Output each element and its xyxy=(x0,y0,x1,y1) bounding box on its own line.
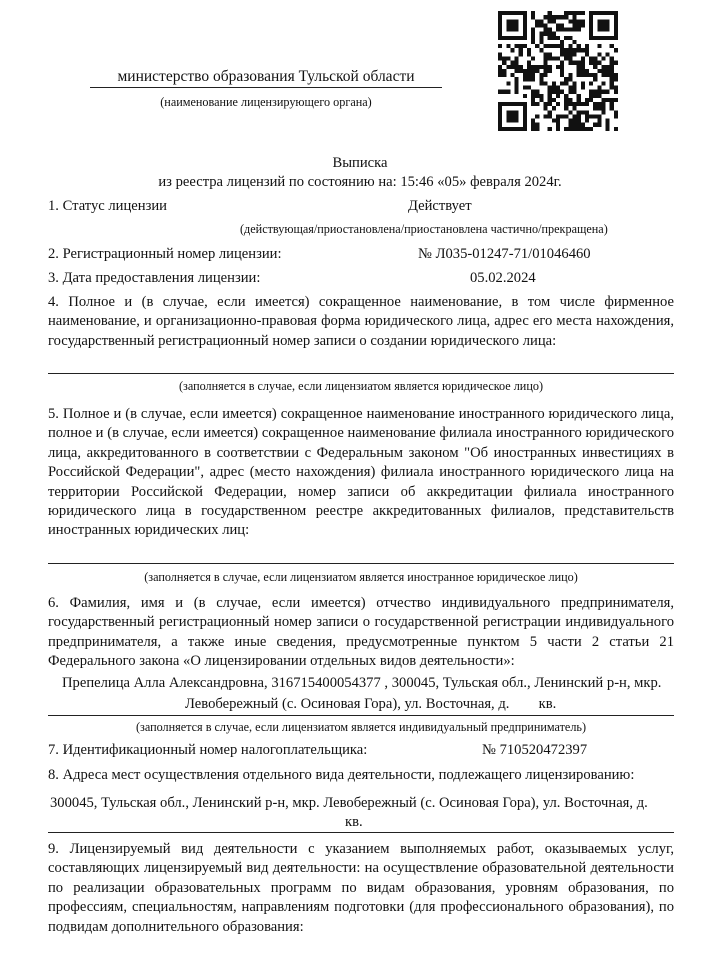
qr-code-icon xyxy=(498,10,618,132)
section-6-underline xyxy=(48,715,674,716)
issue-date-label: 3. Дата предоставления лицензии: xyxy=(48,270,261,286)
section-6-text: 6. Фамилия, имя и (в случае, если имеется) отчество индивидуального предпринимателя, государственный регистрационный номер записи о государственной регистрации индивидуального предпринимателя, а также иные сведения, предусмотренные пунктом 5 части 2 статьи 21 Федерального закона «О лицензировании отдельных видов деятельности»: xyxy=(48,595,674,670)
document-title: Выписка xyxy=(332,155,388,171)
section-4-caption: (заполняется в случае, если лицензиатом является юридическое лицо) xyxy=(178,379,544,393)
status-caption: (действующая/приостановлена/приостановлена частично/прекращена) xyxy=(240,222,608,236)
section-8-underline xyxy=(48,832,674,833)
section-8-value-line1: 300045, Тульская обл., Ленинский р-н, мкр. Левобережный (с. Осиновая Гора), ул. Восточная, д. xyxy=(50,795,648,811)
status-value: Действует xyxy=(408,198,472,214)
section-5-underline xyxy=(48,563,674,564)
issue-date-value: 05.02.2024 xyxy=(470,270,536,286)
registration-number-value: № Л035-01247-71/01046460 xyxy=(418,246,591,262)
section-5-caption: (заполняется в случае, если лицензиатом является иностранное юридическое лицо) xyxy=(144,570,578,584)
inn-label: 7. Идентификационный номер налогоплательщика: xyxy=(48,742,368,758)
status-label: 1. Статус лицензии xyxy=(48,198,167,214)
registration-number-label: 2. Регистрационный номер лицензии: xyxy=(48,246,282,262)
section-5-text: 5. Полное и (в случае, если имеется) сокращенное наименование иностранного юридического лица, полное и (в случае, если имеется) сокращенное наименование филиала иностранного юридического лица, аккредитованного в соответствии с Федеральным законом "Об иностранных инвестициях в Российской Федерации", адрес (место нахождения) филиала иностранного юридического лица на территории Российской Федерации, номер записи об аккредитации филиала иностранного юридического лица в государственном реестре аккредитованных филиалов, представительств иностранных юридических лиц: xyxy=(48,406,674,539)
section-8-text: 8. Адреса мест осуществления отдельного вида деятельности, подлежащего лицензированию: xyxy=(48,767,635,783)
section-6-caption: (заполняется в случае, если лицензиатом является индивидуальный предприниматель) xyxy=(135,720,587,734)
section-9-text: 9. Лицензируемый вид деятельности с указанием выполняемых работ, оказываемых услуг, составляющих лицензируемый вид деятельности: на осуществление образовательной деятельности по реализации образовательных программ по видам образования, уровням образования, по профессиям, специальностям, направлениям подготовки (для профессионального образования), по подвидам дополнительного образования: xyxy=(48,841,674,935)
licensing-authority: министерство образования Тульской области xyxy=(90,68,442,88)
section-4-underline xyxy=(48,373,674,374)
licensing-authority-caption: (наименование лицензирующего органа) xyxy=(160,95,372,109)
section-6-value-line1: Препелица Алла Александровна, 316715400054377 , 300045, Тульская обл., Ленинский р-н, мкр. xyxy=(62,675,662,691)
section-4-text: 4. Полное и (в случае, если имеется) сокращенное наименование, в том числе фирменное наименование, и организационно-правовая форма юридического лица, адрес его места нахождения, государственный регистрационный номер записи о создании юридического лица: xyxy=(48,294,674,349)
document-subtitle: из реестра лицензий по состоянию на: 15:46 «05» февраля 2024г. xyxy=(158,174,562,190)
section-8-value-line2: кв. xyxy=(345,814,363,830)
section-6-value-line2: Левобережный (с. Осиновая Гора), ул. Восточная, д. кв. xyxy=(185,696,557,712)
inn-value: № 710520472397 xyxy=(482,742,588,758)
